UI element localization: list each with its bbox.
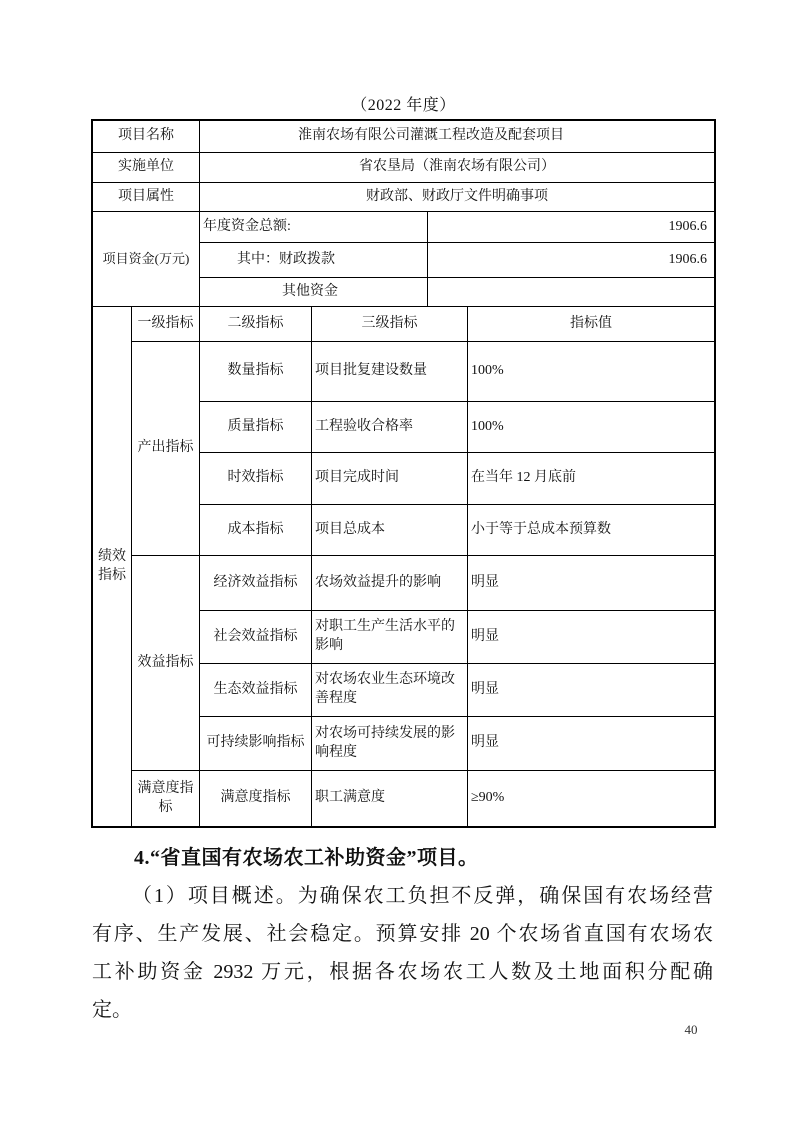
header-level2: 二级指标 [200, 307, 312, 342]
annual-total-value: 1906.6 [428, 212, 714, 243]
indicator-row-value: 在当年 12 月底前 [468, 453, 714, 505]
implementing-unit-label: 实施单位 [93, 153, 200, 183]
section-heading: 4.“省直国有农场农工补助资金”项目。 [134, 847, 479, 869]
indicator-row-value: 小于等于总成本预算数 [468, 505, 714, 556]
indicator-row-level2: 经济效益指标 [200, 556, 312, 611]
indicator-row-level3: 工程验收合格率 [312, 402, 468, 453]
header-value: 指标值 [468, 307, 714, 342]
project-name-label: 项目名称 [93, 121, 200, 153]
body-text [92, 839, 713, 1029]
header-level3: 三级指标 [312, 307, 468, 342]
indicator-row-level2: 社会效益指标 [200, 611, 312, 664]
header-level1: 一级指标 [132, 307, 200, 342]
other-funds-value [428, 278, 714, 307]
project-info-section [93, 121, 714, 212]
implementing-unit-value: 省农垦局（淮南农场有限公司） [200, 153, 714, 183]
indicator-row-value: 100% [468, 342, 714, 402]
fiscal-appropriation-label: 其中：财政拨款 [200, 243, 428, 278]
paragraph-line: 定。 [92, 999, 132, 1021]
indicator-row-value: 明显 [468, 717, 714, 771]
level1-satisfaction-indicators: 满意度指标 [132, 771, 200, 826]
project-funding-section [93, 212, 714, 307]
project-attribute-label: 项目属性 [93, 183, 200, 212]
project-performance-table [91, 119, 716, 828]
fiscal-appropriation-value: 1906.6 [428, 243, 714, 278]
indicator-row-level2: 数量指标 [200, 342, 312, 402]
indicator-row-level3: 对职工生产生活水平的影响 [312, 611, 468, 664]
indicator-row-level2: 可持续影响指标 [200, 717, 312, 771]
indicator-row-value: ≥90% [471, 790, 505, 806]
performance-group-label: 绩效指标 [93, 307, 132, 826]
performance-indicators-section [93, 307, 714, 826]
level1-output-indicators: 产出指标 [132, 342, 200, 556]
paragraph-line: （1）项目概述。为确保农工负担不反弹，确保国有农场经营 [132, 885, 713, 907]
indicator-row-level2: 时效指标 [200, 453, 312, 505]
indicator-row-level3: 项目批复建设数量 [312, 342, 468, 402]
indicator-row-value: 明显 [468, 611, 714, 664]
project-name-value: 淮南农场有限公司灌溉工程改造及配套项目 [200, 121, 714, 153]
paragraph-line: 有序、生产发展、社会稳定。预算安排 20 个农场省直国有农场农 [92, 923, 713, 945]
indicator-row-value: 100% [468, 402, 714, 453]
indicator-row-level3: 对农场可持续发展的影响程度 [312, 717, 468, 771]
annual-total-label: 年度资金总额: [200, 212, 428, 243]
page-number: 40 [684, 1022, 698, 1037]
indicator-row-level3: 职工满意度 [312, 771, 468, 826]
indicator-row-level3: 农场效益提升的影响 [312, 556, 468, 611]
indicator-row-level3: 对农场农业生态环境改善程度 [312, 664, 468, 717]
other-funds-label: 其他资金 [200, 278, 428, 307]
indicator-row-value: 明显 [468, 556, 714, 611]
indicator-row-level2: 质量指标 [200, 402, 312, 453]
level1-benefit-indicators: 效益指标 [132, 556, 200, 771]
paragraph-line: 工补助资金 2932 万元，根据各农场农工人数及土地面积分配确 [92, 961, 713, 983]
funding-group-label: 项目资金(万元) [93, 212, 200, 307]
indicator-row-value: 明显 [468, 664, 714, 717]
indicator-row-level3: 项目总成本 [312, 505, 468, 556]
indicator-row-level3: 项目完成时间 [312, 453, 468, 505]
indicator-row-level2: 满意度指标 [200, 771, 312, 826]
project-attribute-value: 财政部、财政厅文件明确事项 [200, 183, 714, 212]
indicator-row-level2: 成本指标 [200, 505, 312, 556]
indicator-row-level2: 生态效益指标 [200, 664, 312, 717]
report-year-title: （2022 年度） [351, 97, 456, 114]
